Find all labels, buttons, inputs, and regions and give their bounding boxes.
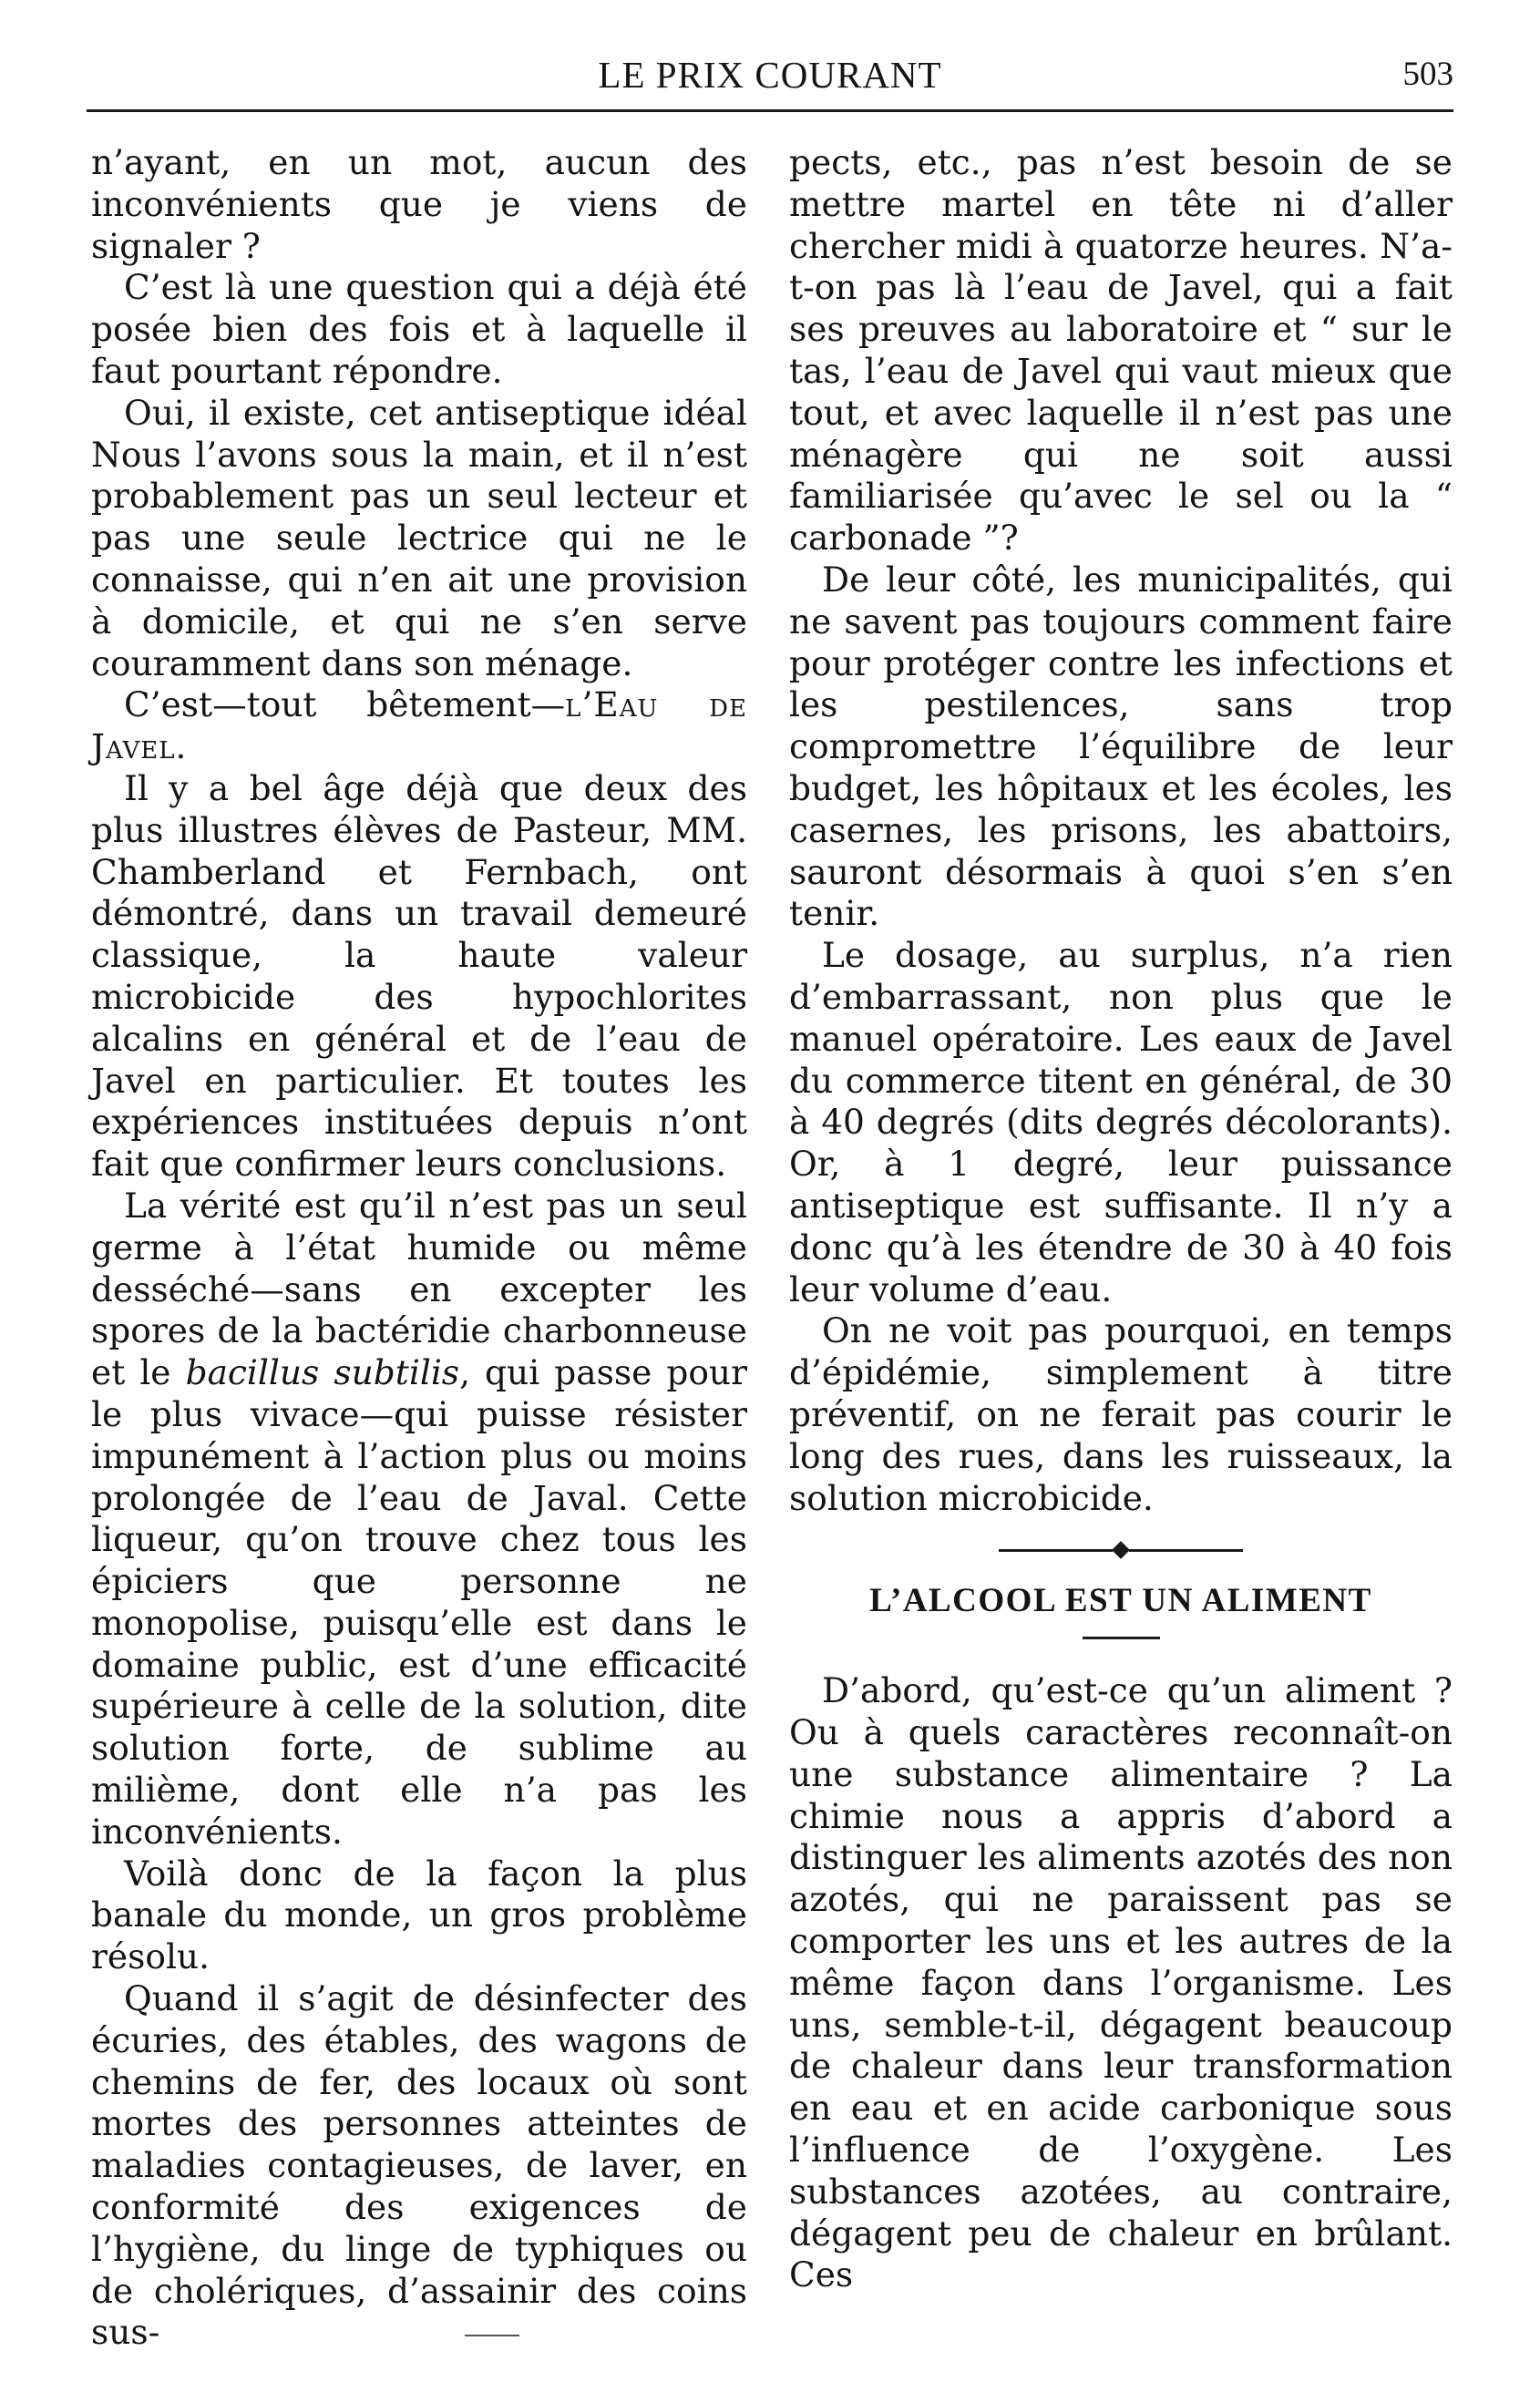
ornament-diamond-icon xyxy=(1112,1541,1130,1559)
paragraph: pects, etc., pas n’est besoin de se mettre martel en tête ni d’aller chercher midi à quatorze heures. N’a-t-on pas là l’eau de Javel, qui a fait ses preuves au laboratoire et “ sur le tas, l’eau de Javel qui vaut mieux que tout, et avec laquelle il n’est pas une ménagère qui ne soit aussi familiarisée qu’avec le sel ou la “ carbonade ”? xyxy=(789,142,1453,559)
paragraph: Oui, il existe, cet antiseptique idéal Nous l’avons sous la main, et il n’est probablement pas un seul lecteur et pas une seule lectrice qui ne le connaisse, qui n’en ait une provision à domicile, et qui ne s’en serve couramment dans son ménage. xyxy=(91,392,747,683)
right-column xyxy=(789,142,1453,2296)
paragraph: D’abord, qu’est-ce qu’un aliment ? Ou à quels caractères reconnaît-on une substance alimentaire ? La chimie nous a appris d’abord a distinguer les aliments azotés des non azotés, qui ne paraissent pas se comporter les uns et les autres de la même façon dans l’organisme. Les uns, semble-t-il, dégagent beaucoup de chaleur dans leur transformation en eau et en acide carbonique sous l’influence de l’oxygène. Les substances azotées, au contraire, dégagent peu de chaleur en brûlant. Ces xyxy=(789,1670,1453,2295)
paragraph-text: . xyxy=(175,726,187,767)
paragraph: On ne voit pas pourquoi, en temps d’épidémie, simplement à titre préventif, on ne ferait pas courir le long des rues, dans les ruisseaux, la solution microbicide. xyxy=(789,1310,1453,1518)
ornament-rule xyxy=(999,1549,1113,1552)
paragraph: Le dosage, au surplus, n’a rien d’embarrassant, non plus que le manuel opératoire. Les eaux de Javel du commerce titent en général, de 30 à 40 degrés (dits degrés décolorants). Or, à 1 degré, leur puissance antiseptique est suffisante. Il n’y a donc qu’à les étendre de 30 à 40 fois leur volume d’eau. xyxy=(789,935,1453,1309)
section-ornament xyxy=(789,1539,1453,1561)
ornament-rule xyxy=(1129,1549,1243,1552)
running-title: LE PRIX COURANT xyxy=(598,54,942,96)
left-column xyxy=(91,142,747,2354)
paragraph xyxy=(91,1186,747,1853)
paragraph-text: , qui passe pour le plus vivace—qui puisse résister impunément à l’action plus ou moins prolongée de l’eau de Javal. Cette liqueur, qu’on trouve chez tous les épiciers que personne ne monopolise, puisqu’elle est dans le domaine public, est d’une efficacité supérieure à celle de la solution, dite solution forte, de sublime au milième, dont elle n’a pas les inconvénients. xyxy=(91,1352,747,1852)
paragraph: De leur côté, les municipalités, qui ne savent pas toujours comment faire pour protéger contre les infections et les pestilences, sans trop compromettre l’équilibre de leur budget, les hôpitaux et les écoles, les casernes, les prisons, les abattoirs, sauront désormais à quoi s’en s’en tenir. xyxy=(789,559,1453,934)
italic-term: bacillus subtilis xyxy=(185,1352,460,1393)
page-number: 503 xyxy=(1402,56,1453,93)
title-rule xyxy=(1083,1637,1160,1639)
paragraph: Il y a bel âge déjà que deux des plus illustres élèves de Pasteur, MM. Chamberland et Fernbach, ont démontré, dans un travail demeuré classique, la haute valeur microbicide des hypochlorites alcalins en général et de l’eau de Javel en particulier. Et toutes les expériences instituées depuis n’ont fait que confirmer leurs conclusions. xyxy=(91,767,747,1185)
paragraph-text: C’est—tout bêtement— xyxy=(124,684,566,725)
section-title: L’ALCOOL EST UN ALIMENT xyxy=(869,1582,1372,1620)
paragraph: C’est là une question qui a déjà été posée bien des fois et à laquelle il faut pourtant répondre. xyxy=(91,267,747,391)
paragraph: n’ayant, en un mot, aucun des inconvénients que je viens de signaler ? xyxy=(91,142,747,266)
paragraph: Voilà donc de la façon la plus banale du monde, un gros problème résolu. xyxy=(91,1853,747,1977)
paragraph: Quand il s’agit de désinfecter des écuries, des étables, des wagons de chemins de fer, des locaux où sont mortes des personnes atteintes de maladies contagieuses, de laver, en conformité des exigences de l’hygiène, du linge de typhiques ou de cholériques, d’assainir des coins sus- xyxy=(91,1978,747,2353)
footer-rule xyxy=(465,2335,519,2336)
paragraph-text: La vérité est qu’il n’est pas un seul germe à l’état humide ou même desséché—sans en excepter les spores de la bactéridie charbonneuse et le xyxy=(91,1185,747,1393)
paragraph xyxy=(91,684,747,768)
eau-de-javel-smallcaps: l’Eau de Javel xyxy=(91,684,747,767)
page-header xyxy=(87,53,1453,112)
